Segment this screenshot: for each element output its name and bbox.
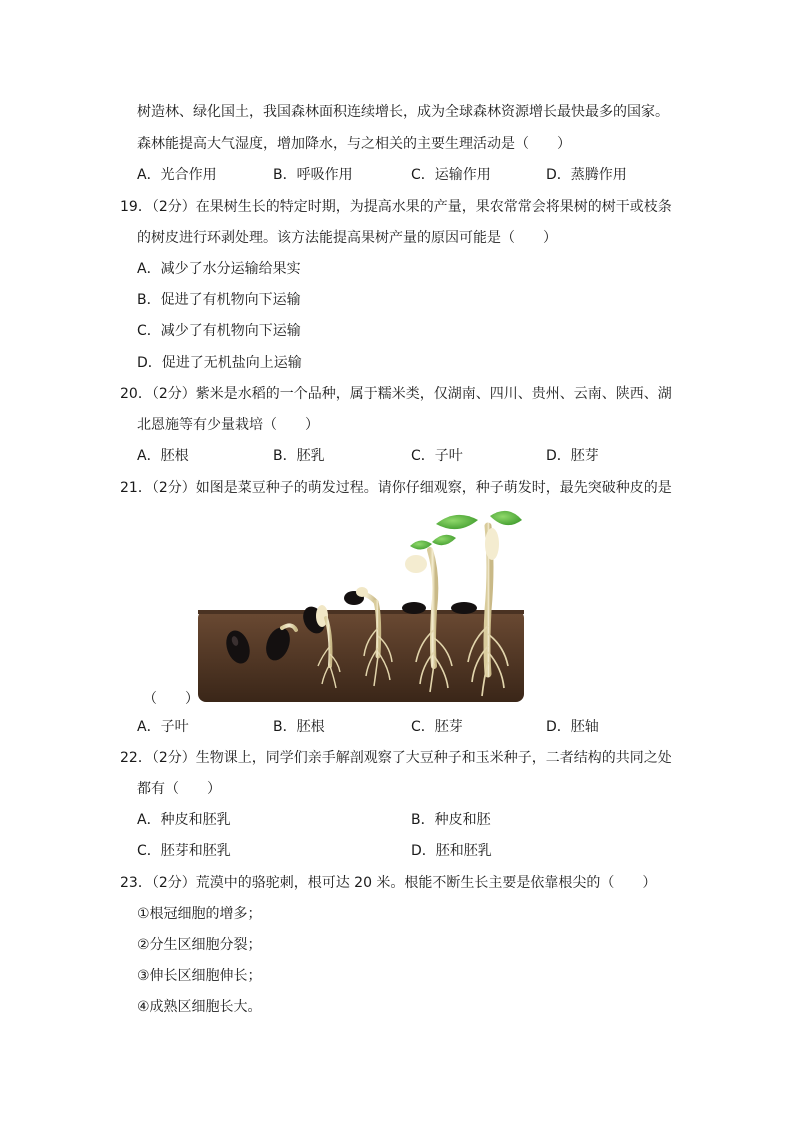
q23-item-3: ③伸长区细胞伸长；: [137, 968, 262, 984]
q22-option-c: C．胚芽和胚乳: [137, 843, 231, 859]
q21-line1: 21．（2分）如图是菜豆种子的萌发过程。请你仔细观察，种子萌发时，最先突破种皮的是: [120, 480, 672, 496]
q18-line1: 树造林、绿化国土，我国森林面积连续增长，成为全球森林资源增长最快最多的国家。: [137, 104, 669, 120]
q22-option-a: A．种皮和胚乳: [137, 812, 231, 828]
q19-option-d: D．促进了无机盐向上运输: [137, 355, 302, 371]
bean-germination-figure: [196, 506, 526, 702]
q20-option-a: A．胚根: [137, 448, 189, 464]
q23-item-4: ④成熟区细胞长大。: [137, 999, 262, 1015]
q21-option-d: D．胚轴: [546, 719, 599, 735]
q22-option-d: D．胚和胚乳: [411, 843, 492, 859]
q23-item-2: ②分生区细胞分裂；: [137, 937, 262, 953]
q21-answer-blank: （ ）: [143, 691, 199, 707]
q21-option-a: A．子叶: [137, 719, 189, 735]
q23-item-1: ①根冠细胞的增多；: [137, 906, 262, 922]
q18-line2: 森林能提高大气湿度，增加降水，与之相关的主要生理活动是（ ）: [137, 136, 571, 152]
q20-line2: 北恩施等有少量栽培（ ）: [137, 417, 319, 433]
q18-option-d: D．蒸腾作用: [546, 167, 627, 183]
q18-option-a: A．光合作用: [137, 167, 217, 183]
q18-option-b: B．呼吸作用: [273, 167, 353, 183]
q21-option-b: B．胚根: [273, 719, 325, 735]
q19-option-c: C．减少了有机物向下运输: [137, 323, 301, 339]
q22-line1: 22．（2分）生物课上，同学们亲手解剖观察了大豆种子和玉米种子，二者结构的共同之处: [120, 750, 672, 766]
q21-option-c: C．胚芽: [411, 719, 463, 735]
q19-option-b: B．促进了有机物向下运输: [137, 292, 301, 308]
q20-option-c: C．子叶: [411, 448, 463, 464]
q18-option-c: C．运输作用: [411, 167, 491, 183]
q20-option-d: D．胚芽: [546, 448, 599, 464]
q23-line1: 23．（2分）荒漠中的骆驼刺，根可达 20 米。根能不断生长主要是依靠根尖的（ ）: [120, 875, 657, 891]
q19-line2: 的树皮进行环剥处理。该方法能提高果树产量的原因可能是（ ）: [137, 230, 557, 246]
q19-option-a: A．减少了水分运输给果实: [137, 261, 301, 277]
q22-option-b: B．种皮和胚: [411, 812, 491, 828]
q22-line2: 都有（ ）: [137, 781, 221, 797]
q20-line1: 20．（2分）紫米是水稻的一个品种，属于糯米类，仅湖南、四川、贵州、云南、陕西、湖: [120, 386, 672, 402]
q19-line1: 19．（2分）在果树生长的特定时期，为提高水果的产量，果农常常会将果树的树干或枝条: [120, 199, 672, 215]
q20-option-b: B．胚乳: [273, 448, 325, 464]
